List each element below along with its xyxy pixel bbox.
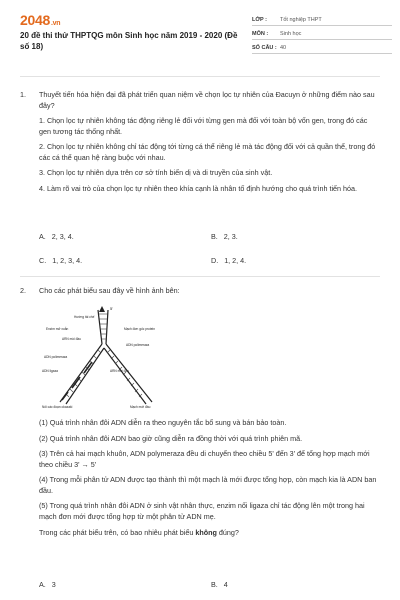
statement: (4) Trong mỗi phân tử ADN được tạo thành thì một mạch là mới được tổng hợp, còn mạch kia là ADN ban đầu.: [39, 475, 377, 495]
dna-replication-figure: [40, 304, 168, 412]
prompt-pre: Trong các phát biểu trên, có bao nhiêu phát biểu: [39, 528, 196, 537]
meta-label: LỚP :: [252, 17, 267, 23]
option-letter: B.: [211, 232, 218, 241]
statement: (2) Quá trình nhân đôi ADN bao giờ cũng diễn ra đồng thời với quá trình phiên mã.: [39, 433, 303, 443]
question-prompt: [39, 528, 380, 539]
option-text: 1, 2, 3, 4.: [52, 256, 83, 265]
option-letter: B.: [211, 580, 218, 589]
option-letter: D.: [211, 256, 219, 265]
question-divider: [20, 276, 380, 277]
option-text: 4: [223, 580, 228, 589]
label-primer2: ARN mồi đầu: [110, 369, 129, 373]
label-direction: Hướng tái chế: [74, 315, 95, 319]
option-letter: A.: [39, 580, 46, 589]
option-text: 2, 3.: [223, 232, 238, 241]
page-header: [0, 0, 400, 72]
statement: (5) Trong quá trình nhân đôi ADN ở sinh vật nhân thực, enzim nối ligaza chỉ tác động lên một trong hai mạch đơn mới được tổng hợp từ một phân tử ADN mẹ.: [39, 501, 365, 521]
question-stem: Thuyết tiến hóa hiện đại đã phát triển quan niệm về chọn lọc tự nhiên của Đacuyn ở những điểm nào sau đây?: [39, 90, 375, 110]
header-divider: [20, 76, 380, 77]
question-stem: Cho các phát biểu sau đây về hình ảnh bên:: [39, 286, 180, 295]
logo-suffix: .vn: [50, 20, 61, 27]
prompt-post: đúng?: [216, 528, 239, 537]
option-c[interactable]: [39, 256, 82, 265]
meta-value: Tốt nghiệp THPT: [280, 17, 322, 23]
option-b[interactable]: [211, 232, 238, 241]
option-text: 1, 2, 4.: [224, 256, 247, 265]
exam-meta: [252, 12, 392, 54]
meta-count: [252, 40, 392, 54]
option-d[interactable]: [211, 256, 246, 265]
statement: 2. Chọn lọc tự nhiên không chỉ tác động tới từng cá thể riêng lẻ mà tác động đối với cả quần thể, trong đó các cá thể quan hệ ràng buộc với nhau.: [39, 142, 376, 162]
meta-label: SỐ CÂU :: [252, 45, 277, 51]
option-b[interactable]: [211, 580, 228, 589]
prompt-bold: không: [195, 528, 217, 537]
label-newstrand: Mạch mới đầu: [130, 405, 151, 409]
label-primer: ARN mồi đầu: [62, 337, 81, 341]
question-number: 2.: [20, 286, 26, 295]
option-text: 2, 3, 4.: [51, 232, 74, 241]
label-leading: Mạch đơn gốc protein: [124, 327, 155, 331]
option-letter: C.: [39, 256, 47, 265]
option-a[interactable]: [39, 232, 74, 241]
meta-subject: [252, 26, 392, 40]
label-pol-left: ADN polimeraza: [44, 355, 68, 359]
option-text: 3: [51, 580, 56, 589]
statement: 4. Làm rõ vai trò của chọn lọc tự nhiên theo khía cạnh là nhân tố định hướng cho quá trình tiến hóa.: [39, 183, 358, 193]
statement: 3. Chọn lọc tự nhiên dựa trên cơ sở tính biến dị và di truyền của sinh vật.: [39, 168, 273, 177]
label-okazaki: Nối các đoạn okazaki: [42, 405, 73, 409]
label-top: 5': [110, 306, 113, 311]
label-pol-right: ADN polimeraza: [126, 343, 150, 347]
meta-value: 40: [280, 45, 287, 51]
site-logo[interactable]: [20, 12, 60, 28]
label-ligase: ADN ligaza: [42, 369, 58, 373]
logo-text: 2048: [20, 12, 50, 28]
label-helicase: Enzim mở xoắn: [46, 327, 69, 331]
question-number: 1.: [20, 90, 26, 99]
option-letter: A.: [39, 232, 46, 241]
statement: (3) Trên cả hai mạch khuôn, ADN polymeraza đều di chuyển theo chiều 5' đến 3' để tổng hợp mạch mới theo chiều 3' → 5': [39, 449, 370, 469]
statement: (1) Quá trình nhân đôi ADN diễn ra theo nguyên tắc bổ sung và bán bảo toàn.: [39, 418, 287, 427]
question-2-statements: [20, 418, 380, 539]
exam-title: 20 đề thi thử THPTQG môn Sinh học năm 2019 - 2020 (Đề số 18): [20, 31, 238, 51]
option-a[interactable]: [39, 580, 56, 589]
meta-class: [252, 12, 392, 26]
meta-value: Sinh học: [280, 31, 302, 37]
statement: 1. Chọn lọc tự nhiên không tác động riêng lẻ đối với từng gen mà đối với toàn bộ vốn gen, trong đó các gen tương tác thống nhất.: [39, 116, 368, 136]
question-1: [20, 90, 380, 194]
meta-label: MÔN :: [252, 31, 269, 37]
question-2: [20, 286, 380, 297]
